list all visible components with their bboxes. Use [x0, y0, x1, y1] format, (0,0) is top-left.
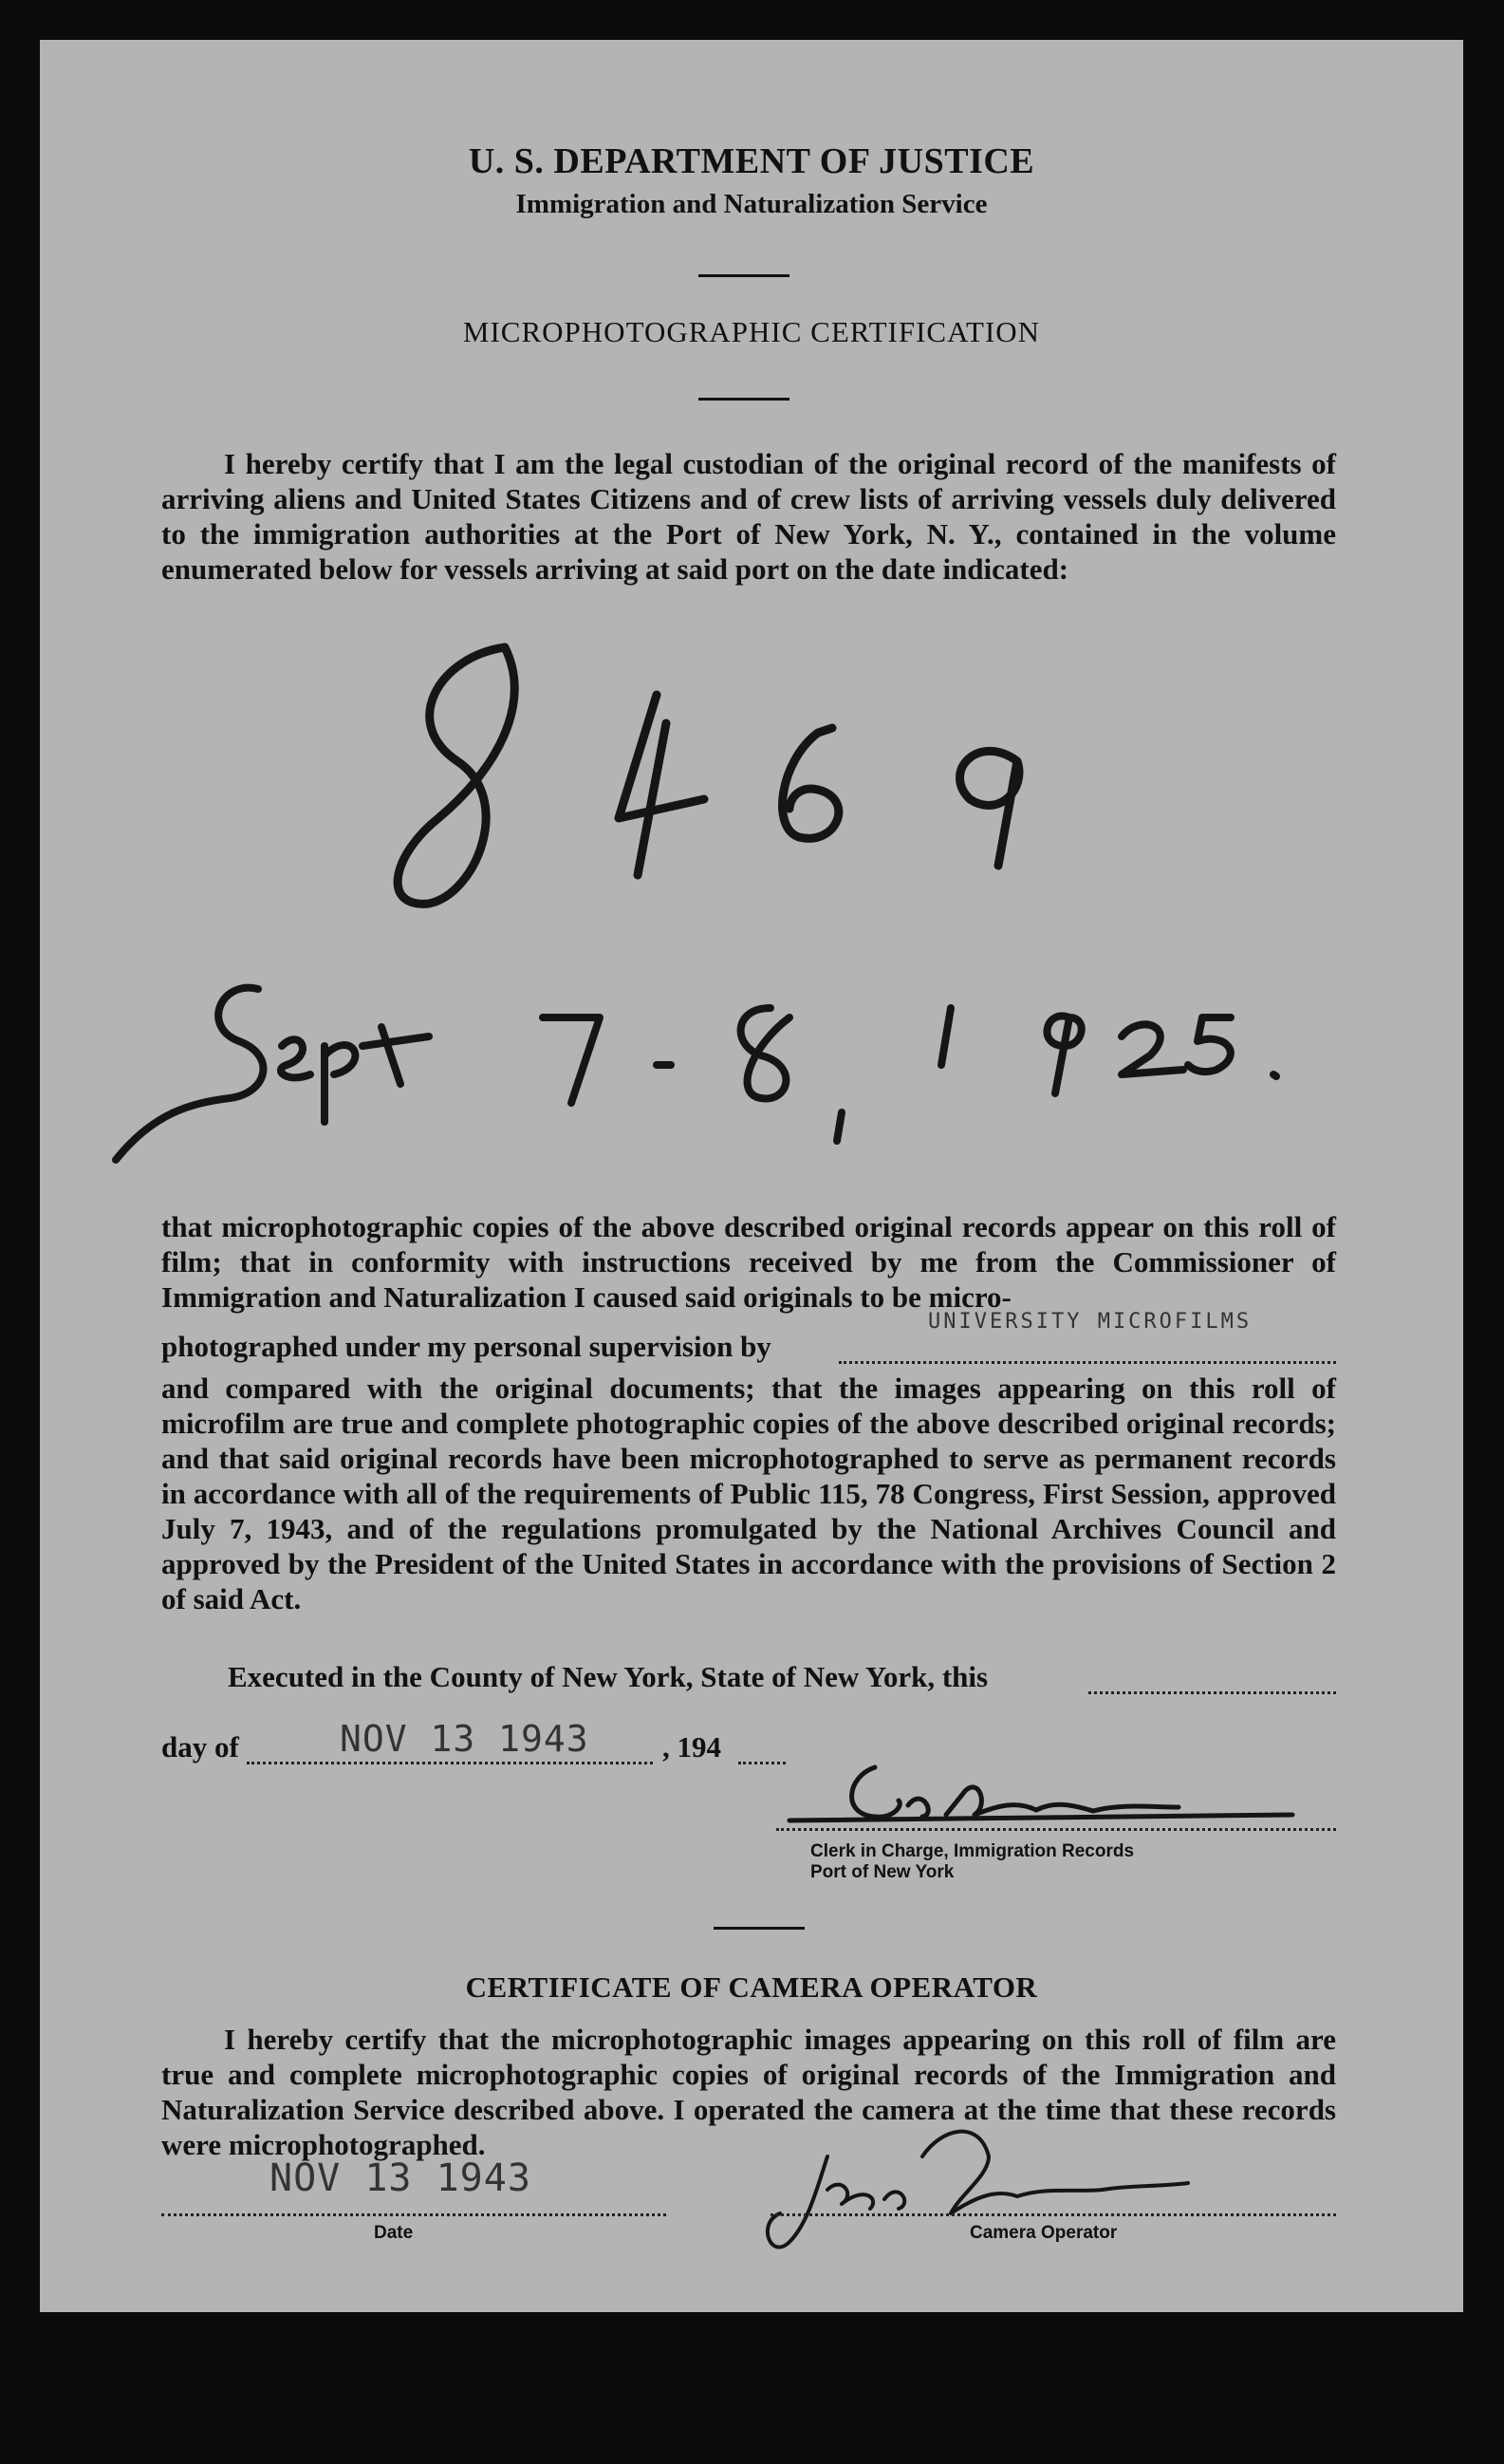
operator-date-stamp: NOV 13 1943 — [269, 2156, 531, 2200]
operator-certificate-title: CERTIFICATE OF CAMERA OPERATOR — [465, 1970, 1038, 2004]
day-of-label: day of — [161, 1730, 239, 1764]
certificate-sheet — [40, 40, 1463, 2312]
operator-signature-layer — [40, 40, 1463, 2312]
operator-paragraph: I hereby certify that the microphotographic images appearing on this roll of film are true and complete microphotographic copies of original records of the Immigration and Naturalization Service described above. I operated the camera at the time that these records were microphotographed. — [161, 2023, 1336, 2161]
certification-title: MICROPHOTOGRAPHIC CERTIFICATION — [462, 315, 1041, 348]
camera-operator-label: Camera Operator — [970, 2223, 1118, 2243]
supervision-prefix: photographed under my personal supervision by — [161, 1330, 771, 1363]
execution-date-stamp: NOV 13 1943 — [340, 1718, 589, 1760]
operator-signature-dotted-line — [771, 2213, 1336, 2216]
clerk-title-line2: Port of New York — [810, 1862, 955, 1882]
custodian-body-part1: that microphotographic copies of the above described original records appear on this roll of film; that in conformity with instructions received by me from the Commissioner of Immigration and Naturalization I caused said originals to be micro- — [161, 1210, 1336, 1314]
supervisor-stamp: UNIVERSITY MICROFILMS — [928, 1310, 1253, 1334]
department-heading: U. S. DEPARTMENT OF JUSTICE — [468, 141, 1035, 181]
clerk-title-line1: Clerk in Charge, Immigration Records — [810, 1841, 1135, 1861]
custodian-body-part2: and compared with the original documents; that the images appearing on this roll of microfilm are true and complete photographic copies of the above described original records; and that said original records have been microphotographed to serve as permanent records in accordance with all of the requirements of Public 115, 78 Congress, First Session, approved July 7, 1943, and of the regulations promulgated by the National Archives Council and approved by the President of the United States in accordance with the provisions of Section 2 of said Act. — [161, 1372, 1336, 1615]
year-prefix-value: 194 — [677, 1730, 721, 1764]
service-subheading: Immigration and Naturalization Service — [515, 189, 988, 219]
custodian-intro-paragraph: I hereby certify that I am the legal custodian of the original record of the manifests of arriving aliens and United States Citizens and of crew lists of arriving vessels duly delivered to the immigration authorities at the Port of New York, N. Y., contained in the volume enumerated below for vessels arriving at said port on the date indicated: — [161, 447, 1336, 586]
date-label: Date — [374, 2223, 414, 2243]
year-prefix-comma: , — [662, 1730, 678, 1764]
executed-text: Executed in the County of New York, State of New York, this — [228, 1660, 989, 1693]
